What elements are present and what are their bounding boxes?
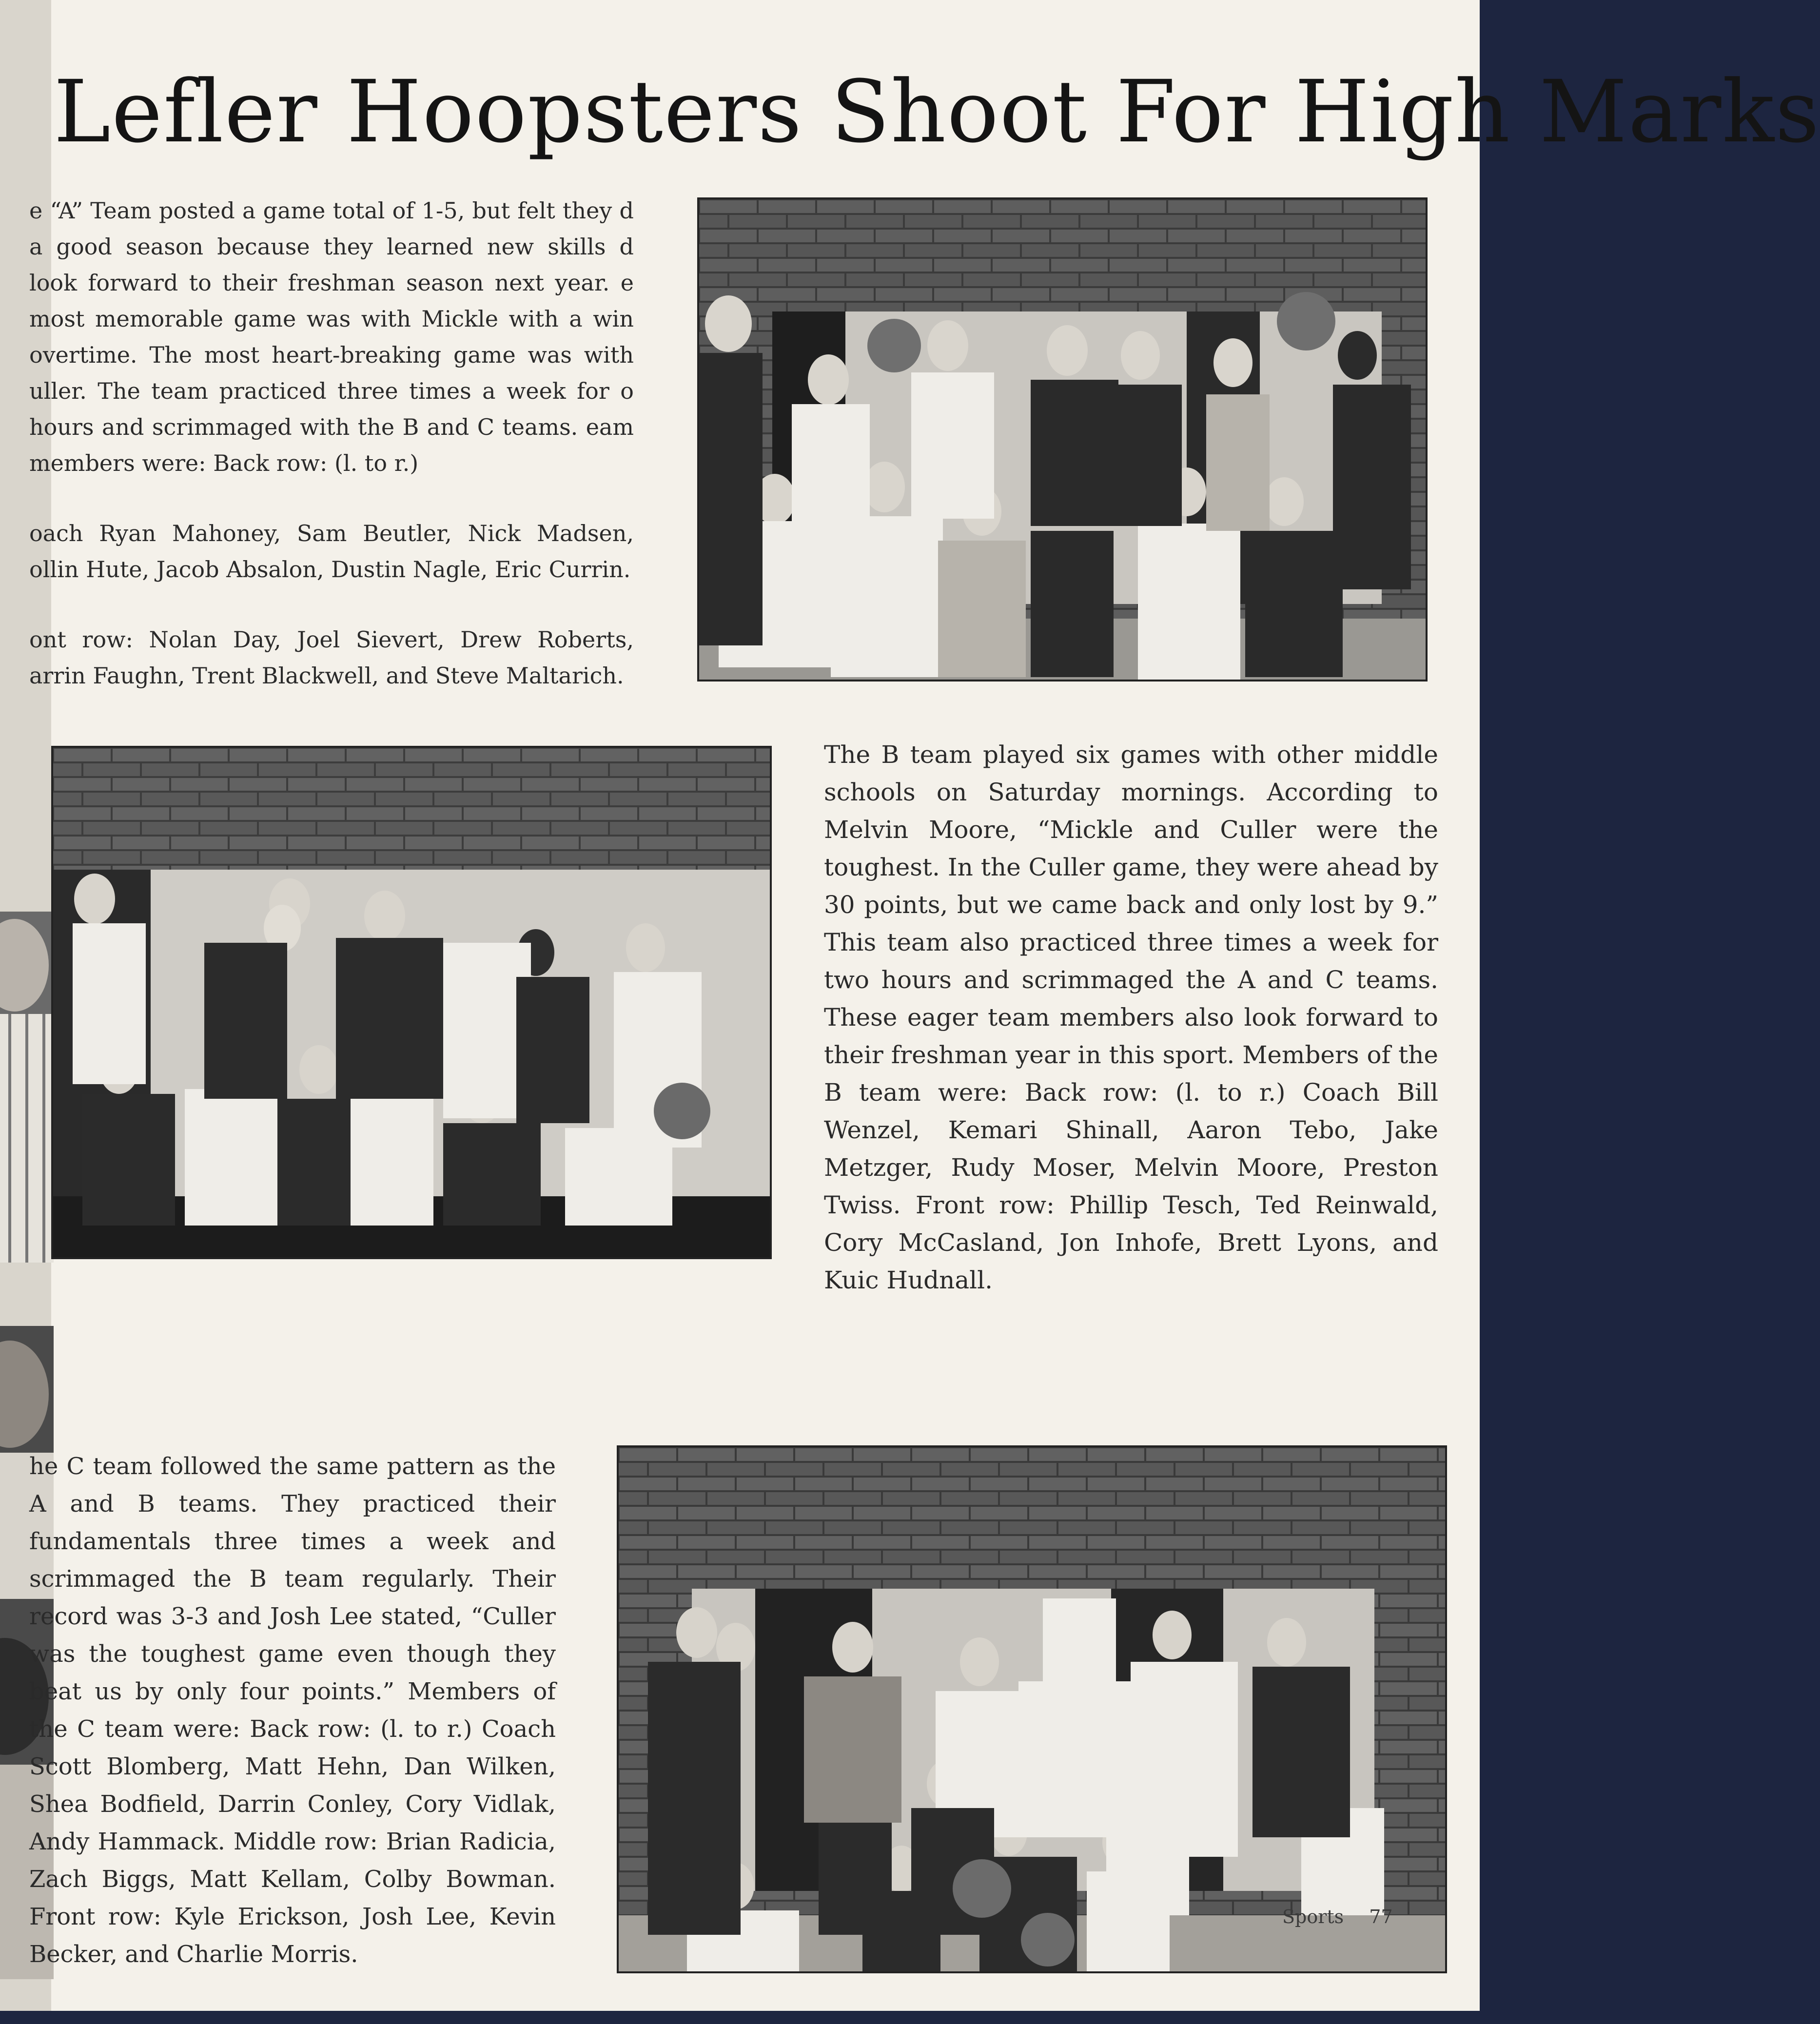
a-team-back-row: oach Ryan Mahoney, Sam Beutler, Nick Madsen, ollin Hute, Jacob Absalon, Dustin Nagle, Eric Currin. [29, 520, 634, 583]
adjacent-page-photo [0, 912, 54, 1263]
a-team-text [29, 193, 634, 694]
b-team-photo [51, 746, 772, 1259]
c-team-text: he C team followed the same pattern as the A and B teams. They practiced their fundamentals three times a week and scrimmaged the B team regularly. Their record was 3-3 and Josh Lee stated, “Culler was the toughest game even though they beat us by only four points.” Members of the C team were: Back row: (l. to r.) Coach Scott Blomberg, Matt Hehn, Dan Wilken, Shea Bodfield, Darrin Conley, Cory Vidlak, Andy Hammack. Middle row: Brian Radicia, Zach Biggs, Matt Kellam, Colby Bowman. Front row: Kyle Erickson, Josh Lee, Kevin Becker, and Charlie Morris. [29, 1453, 556, 1968]
page-title: Lefler Hoopsters Shoot For High Marks [54, 62, 1820, 162]
b-team-text: The B team played six games with other middle schools on Saturday mornings. According to Melvin Moore, “Mickle and Culler were the toughest. In the Culler game, they were ahead by 30 points, but we came back and only lost by 9.” This team also practiced three times a week for two hours and scrimmaged the A and C teams. These eager team members also look forward to their freshman year in this sport. Members of the B team were: Back row: (l. to r.) Coach Bill Wenzel, Kemari Shinall, Aaron Tebo, Jake Metzger, Rudy Moser, Melvin Moore, Preston Twiss. Front row: Phillip Tesch, Ted Reinwald, Cory McCasland, Jon Inhofe, Brett Lyons, and Kuic Hudnall. [824, 740, 1438, 1294]
a-team-photo [697, 197, 1428, 681]
page-folio [1282, 1906, 1393, 1927]
page-number: 77 [1369, 1906, 1393, 1927]
section-label: Sports [1282, 1906, 1344, 1927]
a-team-front-row: ont row: Nolan Day, Joel Sievert, Drew Roberts, arrin Faughn, Trent Blackwell, and Steve Maltarich. [29, 626, 634, 689]
a-team-paragraph: e “A” Team posted a game total of 1-5, but felt they d a good season because they learned new skills d look forward to their freshman season next year. e most memorable game was with Mickle with a win overtime. The most heart-breaking game was with uller. The team practiced three times a week for o hours and scrimmaged with the B and C teams. eam members were: Back row: (l. to r.) [29, 197, 634, 476]
c-team-photo [617, 1445, 1447, 1973]
